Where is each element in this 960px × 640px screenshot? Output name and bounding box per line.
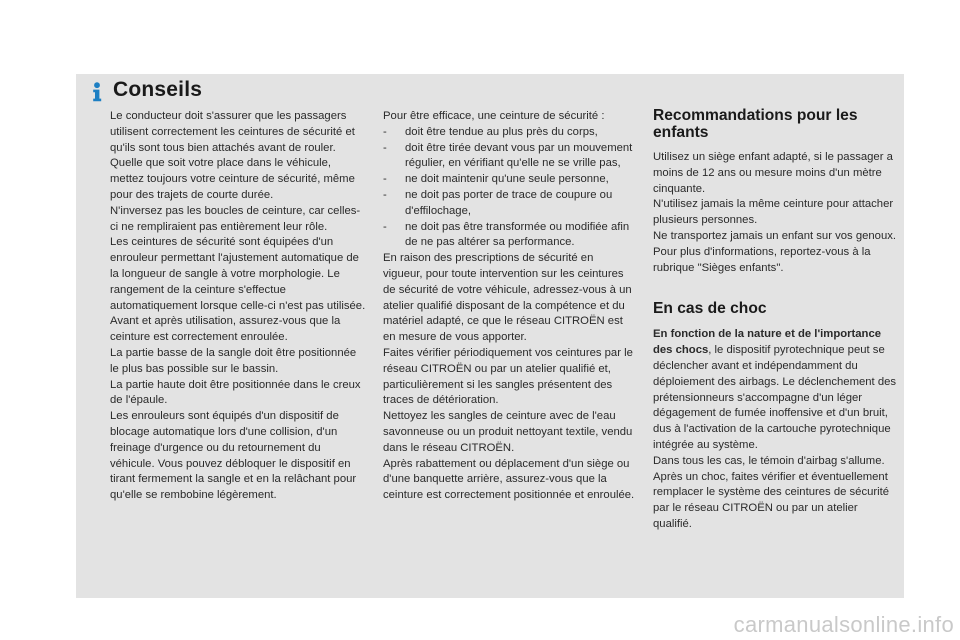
lead-rest: , le dispositif pyrotechnique peut se déclencher avant et indépendamment du déploiement des airbags. Le déclenchement des prétensionneurs s'accompagne d'un léger dégagement de fumée inoffensive et d'un bruit, dus à l'activation de la cartouche pyrotechnique intégrée au système. bbox=[653, 344, 897, 451]
paragraph: Quelle que soit votre place dans le véhicule, mettez toujours votre ceinture de sécurité, même pour des trajets de courte durée. bbox=[110, 157, 355, 201]
list-item bbox=[383, 141, 635, 173]
dash-marker: - bbox=[383, 173, 387, 186]
list-item-text: ne doit pas porter de trace de coupure ou d'effilochage, bbox=[405, 188, 613, 217]
list-item-text: ne doit pas être transformée ou modifiée afin de ne pas altérer sa performance. bbox=[405, 220, 630, 249]
list-item-text: doit être tendue au plus près du corps, bbox=[405, 125, 598, 138]
list-item bbox=[383, 125, 635, 141]
info-icon bbox=[86, 81, 108, 103]
paragraph: Le conducteur doit s'assurer que les passagers utilisent correctement les ceintures de sécurité et qu'ils sont tous bien attachés avant de rouler. bbox=[110, 110, 355, 154]
paragraph: Pour plus d'informations, reportez-vous à la rubrique "Sièges enfants". bbox=[653, 245, 871, 274]
dash-marker: - bbox=[383, 188, 387, 201]
bold-lead: En fonction de la nature et de l'importance des chocs bbox=[653, 328, 882, 357]
column-belt-effectiveness bbox=[383, 109, 635, 504]
paragraph: Après rabattement ou déplacement d'un siège ou d'une banquette arrière, assurez-vous que la ceinture est correctement positionnée et enroulée. bbox=[383, 457, 635, 502]
paragraph: Nettoyez les sangles de ceinture avec de l'eau savonneuse ou un produit nettoyant textile, vendu dans le réseau CITROËN. bbox=[383, 410, 633, 454]
column-children-and-crash bbox=[653, 107, 897, 533]
paragraph: Les enrouleurs sont équipés d'un dispositif de blocage automatique lors d'une collision, d'un freinage d'urgence ou du retournement du véhicule. Vous pouvez débloquer le dispositif en tirant fermement la sangle et en la relâchant pour qu'elle se rembobine légèrement. bbox=[110, 410, 357, 502]
paragraph: Les ceintures de sécurité sont équipées d'un enrouleur permettant l'ajustement automatique de la longueur de sangle à votre morphologie. Le rangement de la ceinture s'effectue automatiquement lorsque celle-ci n'est pas utilisée. bbox=[110, 236, 366, 312]
paragraph: N'inversez pas les boucles de ceinture, car celles-ci ne rempliraient pas entièrement leur rôle. bbox=[110, 204, 361, 233]
paragraph: Utilisez un siège enfant adapté, si le passager a moins de 12 ans ou mesure moins d'un mètre cinquante. bbox=[653, 151, 893, 195]
paragraph: En raison des prescriptions de sécurité en vigueur, pour toute intervention sur les ceintures de sécurité de votre véhicule, adressez-vous à un atelier qualifié disposant de la compétence et du matériel adapté, ce que le réseau CITROËN est en mesure de vous apporter. bbox=[383, 252, 632, 344]
section-heading-children: Recommandations pour les enfants bbox=[653, 107, 858, 141]
column-belt-usage bbox=[110, 109, 368, 504]
paragraph: Ne transportez jamais un enfant sur vos genoux. bbox=[653, 229, 897, 242]
paragraph: Après un choc, faites vérifier et éventuellement remplacer le système des ceintures de sécurité par le réseau CITROËN ou par un atelier qualifié. bbox=[653, 470, 890, 530]
list-item-text: doit être tirée devant vous par un mouvement régulier, en vérifiant qu'elle ne se vrille pas, bbox=[405, 141, 633, 170]
dash-marker: - bbox=[383, 220, 387, 233]
paragraph bbox=[653, 327, 897, 453]
dash-marker: - bbox=[383, 141, 387, 154]
list-intro: Pour être efficace, une ceinture de sécurité : bbox=[383, 110, 605, 122]
list-item bbox=[383, 172, 635, 188]
dash-marker: - bbox=[383, 125, 387, 138]
paragraph: La partie haute doit être positionnée dans le creux de l'épaule. bbox=[110, 378, 361, 407]
paragraph: N'utilisez jamais la même ceinture pour attacher plusieurs personnes. bbox=[653, 198, 894, 227]
list-item bbox=[383, 188, 635, 220]
section-heading-crash: En cas de choc bbox=[653, 300, 767, 318]
watermark: carmanualsonline.info bbox=[733, 612, 954, 637]
paragraph: Avant et après utilisation, assurez-vous que la ceinture est correctement enroulée. bbox=[110, 315, 341, 344]
paragraph: Dans tous les cas, le témoin d'airbag s'allume. bbox=[653, 454, 885, 467]
list-item-text: ne doit maintenir qu'une seule personne, bbox=[405, 173, 609, 186]
paragraph: La partie basse de la sangle doit être positionnée le plus bas possible sur le bassin. bbox=[110, 346, 357, 375]
page-title: Conseils bbox=[113, 78, 203, 101]
list-item bbox=[383, 220, 635, 252]
paragraph: Faites vérifier périodiquement vos ceintures par le réseau CITROËN ou par un atelier qualifié et, particulièrement si les sangles présentent des traces de détérioration. bbox=[383, 346, 633, 407]
